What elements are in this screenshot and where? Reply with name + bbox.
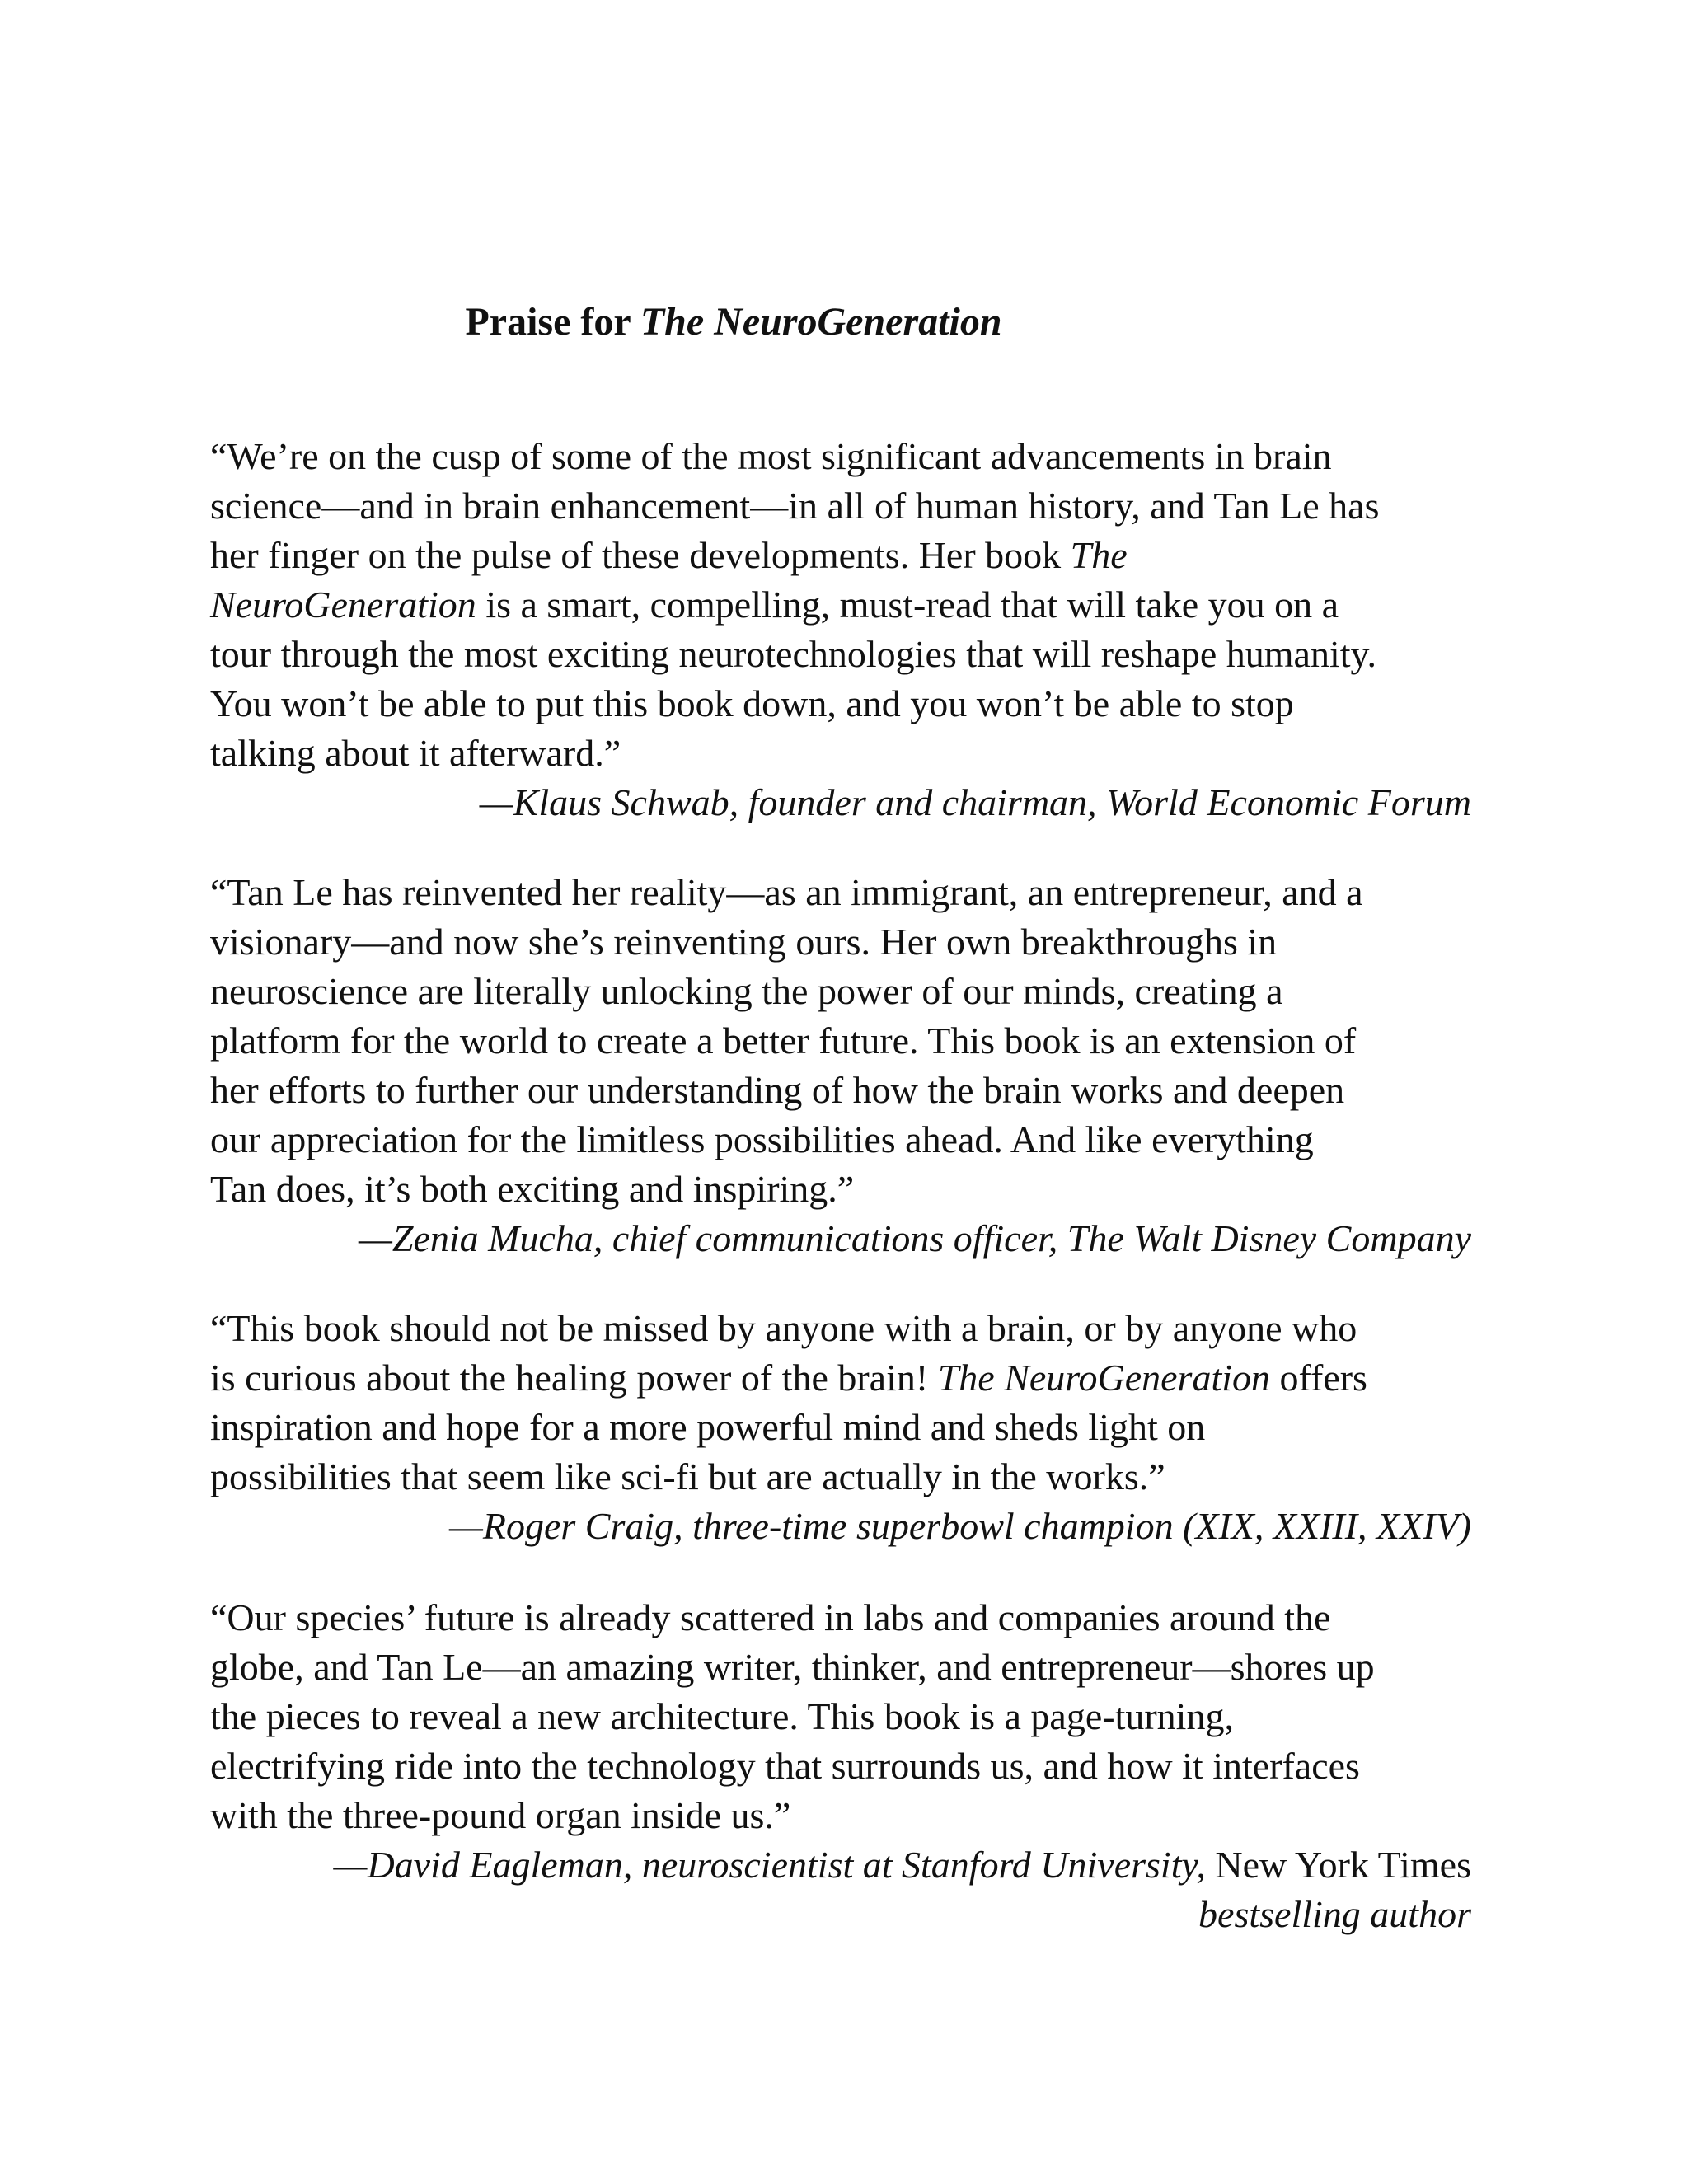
quote-fragment: offers — [1270, 1357, 1367, 1399]
quote-line: tour through the most exciting neurotechnologies that will reshape humanity. — [210, 633, 1377, 675]
book-title: The NeuroGeneration — [640, 300, 1002, 344]
quote-line: neuroscience are literally unlocking the power of our minds, creating a — [210, 970, 1283, 1012]
quote-text — [210, 868, 1471, 1214]
quote-line: the pieces to reveal a new architecture. This book is a page-turning, — [210, 1695, 1234, 1737]
book-title-inline: The NeuroGeneration — [937, 1357, 1271, 1399]
quote-line: inspiration and hope for a more powerful mind and sheds light on — [210, 1406, 1206, 1448]
page-title — [210, 295, 1257, 349]
quote-text — [210, 432, 1471, 778]
attribution — [210, 1214, 1471, 1263]
quote-line: platform for the world to create a better future. This book is an extension of — [210, 1019, 1357, 1062]
testimonial-roger-craig — [210, 1304, 1471, 1551]
testimonial-zenia-mucha — [210, 868, 1471, 1263]
quote-line: talking about it afterward.” — [210, 732, 621, 774]
testimonial-klaus-schwab — [210, 432, 1471, 827]
attribution-fragment: —David Eagleman, neuroscientist at Stanford University, — [333, 1844, 1206, 1886]
quote-line: “Our species’ future is already scattered in labs and companies around the — [210, 1596, 1331, 1638]
quote-line: “This book should not be missed by anyone with a brain, or by anyone who — [210, 1307, 1357, 1349]
quote-fragment: her finger on the pulse of these developments. Her book — [210, 534, 1071, 576]
quote-text — [210, 1304, 1471, 1502]
quote-line — [210, 580, 1471, 630]
book-title-inline: The — [1070, 534, 1128, 576]
quote-text — [210, 1593, 1471, 1840]
attribution — [210, 778, 1471, 827]
attribution — [210, 1840, 1471, 1939]
attribution — [210, 1502, 1471, 1551]
quote-line: our appreciation for the limitless possibilities ahead. And like everything — [210, 1118, 1314, 1160]
attribution-line: —Klaus Schwab, founder and chairman, World Economic Forum — [479, 781, 1471, 823]
quote-line: Tan does, it’s both exciting and inspiring.” — [210, 1168, 855, 1210]
book-title-inline: NeuroGeneration — [210, 583, 476, 626]
testimonial-david-eagleman — [210, 1593, 1471, 1939]
praise-page — [210, 0, 1471, 2184]
attribution-line — [210, 1840, 1471, 1890]
quote-line: with the three-pound organ inside us.” — [210, 1794, 791, 1836]
quote-line — [210, 531, 1471, 580]
quote-line: You won’t be able to put this book down, and you won’t be able to stop — [210, 682, 1294, 724]
quote-line: possibilities that seem like sci-fi but are actually in the works.” — [210, 1455, 1165, 1497]
title-prefix: Praise for — [465, 300, 640, 344]
attribution-line: —Roger Craig, three-time superbowl champion (XIX, XXIII, XXIV) — [448, 1505, 1471, 1547]
quote-line: science—and in brain enhancement—in all of human history, and Tan Le has — [210, 485, 1380, 527]
quote-line: electrifying ride into the technology that surrounds us, and how it interfaces — [210, 1745, 1360, 1787]
publication-name: New York Times — [1205, 1844, 1471, 1886]
quote-line: visionary—and now she’s reinventing ours. Her own breakthroughs in — [210, 921, 1278, 963]
quote-fragment: is curious about the healing power of the brain! — [210, 1357, 938, 1399]
quote-fragment: is a smart, compelling, must-read that will take you on a — [476, 583, 1339, 626]
attribution-line: bestselling author — [1198, 1893, 1471, 1935]
attribution-line: —Zenia Mucha, chief communications officer, The Walt Disney Company — [358, 1217, 1471, 1259]
quote-line: her efforts to further our understanding of how the brain works and deepen — [210, 1069, 1345, 1111]
quote-line: globe, and Tan Le—an amazing writer, thinker, and entrepreneur—shores up — [210, 1646, 1375, 1688]
quote-line: “We’re on the cusp of some of the most significant advancements in brain — [210, 435, 1332, 477]
quote-line — [210, 1353, 1471, 1403]
quote-line: “Tan Le has reinvented her reality—as an immigrant, an entrepreneur, and a — [210, 871, 1363, 913]
